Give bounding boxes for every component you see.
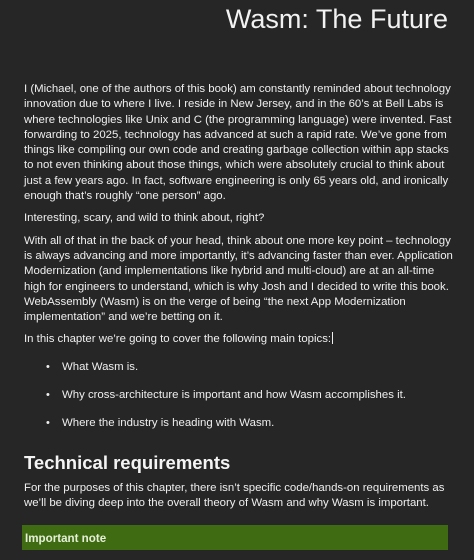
document-body: [24, 82, 454, 518]
question-paragraph: Interesting, scary, and wild to think about, right?: [24, 212, 265, 225]
important-note-banner: [22, 525, 448, 550]
requirements-paragraph: For the purposes of this chapter, there isn’t specific code/hands-on requirements as we’ll be diving deep into the overall theory of Wasm and why Wasm is important.: [24, 481, 445, 510]
chapter-title: Wasm: The Future: [225, 4, 448, 34]
important-note-label: Important note: [25, 532, 107, 545]
list-item: [24, 388, 454, 403]
bullet-icon: •: [46, 360, 50, 373]
topic-text: Where the industry is heading with Wasm.: [62, 416, 275, 429]
topics-intro-paragraph[interactable]: [24, 332, 454, 347]
topics-intro-text: In this chapter we’re going to cover the following main topics:: [24, 333, 332, 346]
topics-list: [24, 360, 454, 431]
bullet-icon: •: [46, 388, 50, 401]
bullet-icon: •: [46, 416, 50, 429]
section-heading: Technical requirements: [24, 451, 231, 473]
text-cursor: [332, 332, 333, 344]
list-item: [24, 360, 454, 375]
topic-text: Why cross-architecture is important and how Wasm accomplishes it.: [62, 388, 406, 401]
intro-paragraph: I (Michael, one of the authors of this book) am constantly reminded about technology innovation due to where I live. I reside in New Jersey, and in the 60’s at Bell Labs is where technologies like Unix and C (the programming language) were invented. Fast forwarding to 2025, technology has advanced at such a rapid rate. We’ve gone from things like compiling our own code and creating garbage collection within app stacks to not even thinking about those things, which were absolutely crucial to think about just a few years ago. In fact, software engineering is only 65 years old, and ironically enough that’s roughly “one person” ago.: [24, 83, 452, 203]
modernization-paragraph: With all of that in the back of your head, think about one more key point – technology is always advancing and more importantly, it’s advancing faster than ever. Application Modernization (and implementations like hybrid and multi-cloud) are at an all-time high for engineers to understand, which is why Josh and I decided to write this book. WebAssembly (Wasm) is on the verge of being “the next App Modernization implementation” and we’re betting on it.: [24, 234, 453, 324]
topic-text: What Wasm is.: [62, 360, 139, 373]
list-item: [24, 416, 454, 431]
